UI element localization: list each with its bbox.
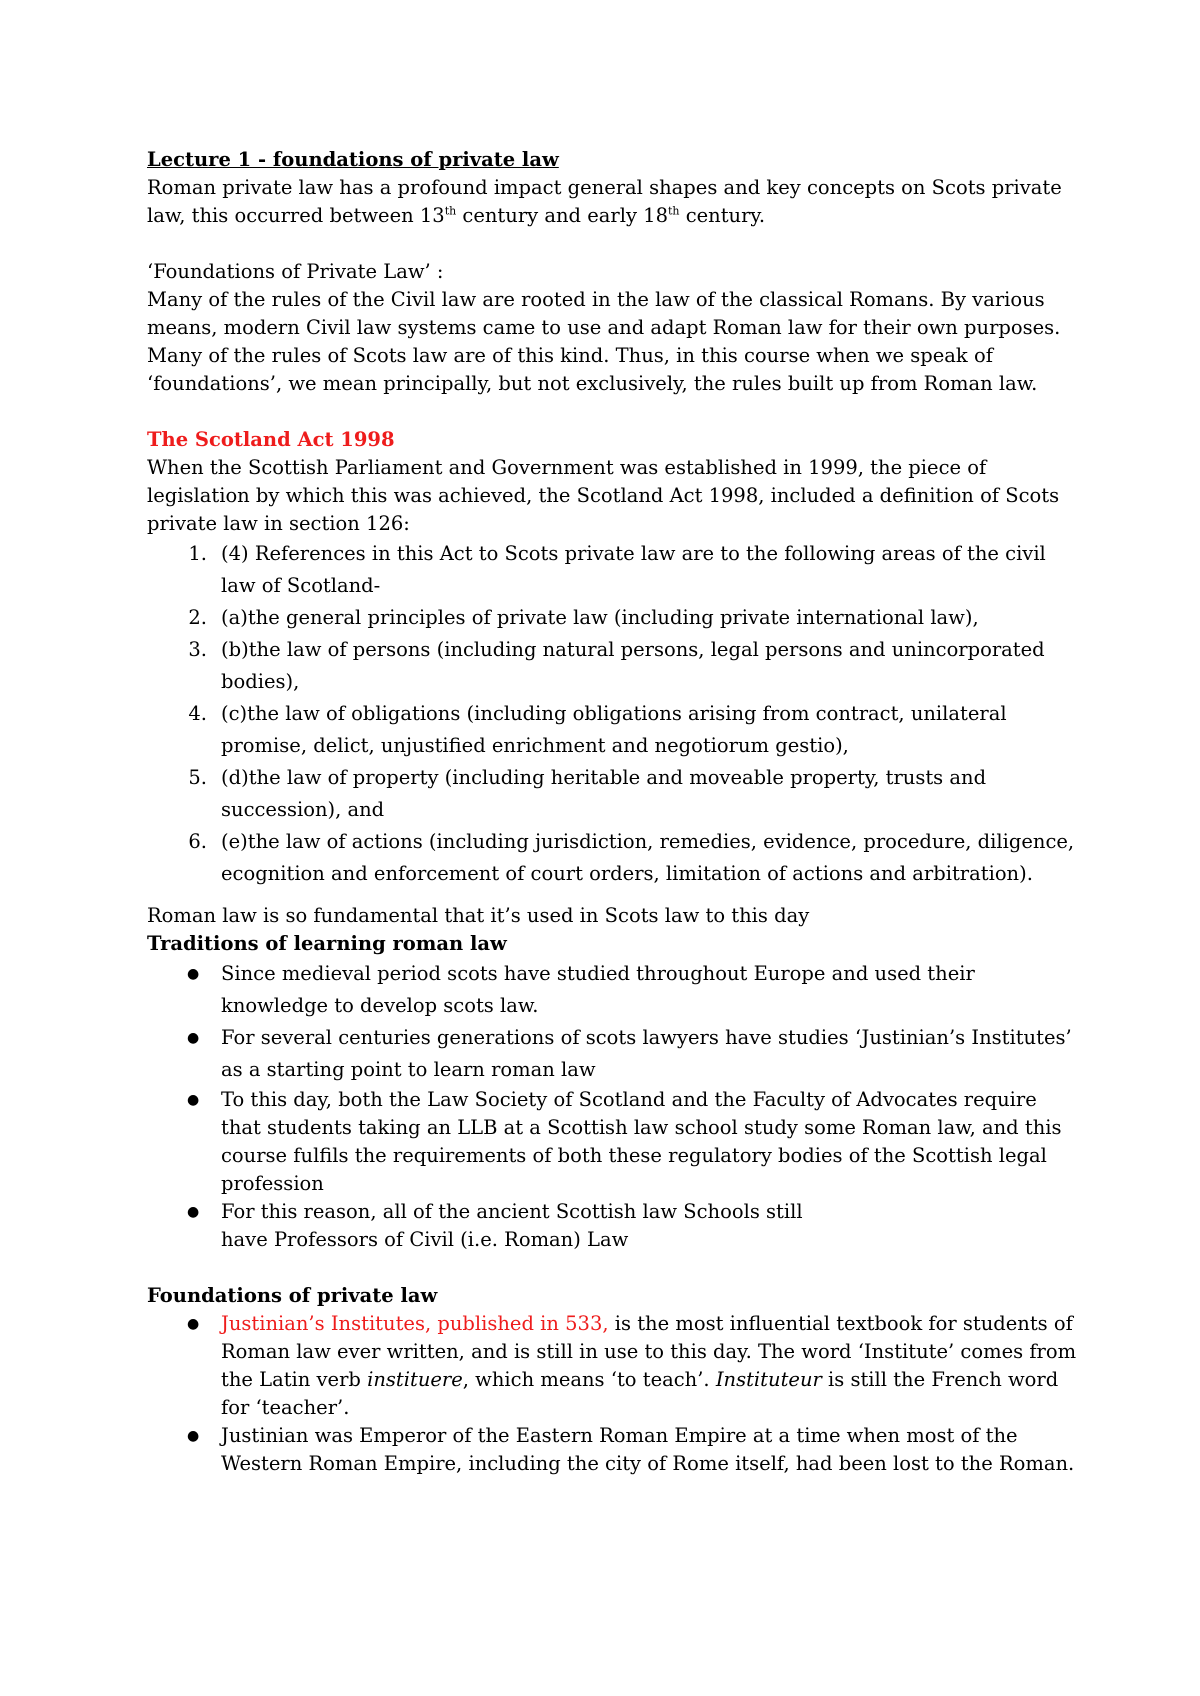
list-item-text: (d)the law of property (including heritable and moveable property, trusts and succession), and — [221, 766, 987, 821]
foundations-quote: ‘Foundations of Private Law’ : — [147, 260, 444, 283]
intro-text-c: century. — [679, 204, 766, 227]
list-item-text: For several centuries generations of scots lawyers have studies ‘Justinian’s Institutes’ as a starting point to learn roman law — [221, 1026, 1072, 1081]
french-term: Instituteur — [715, 1368, 822, 1391]
latin-term: instituere — [367, 1368, 463, 1391]
list-item — [187, 1198, 1077, 1254]
list-item — [187, 1022, 1077, 1086]
foundations-paragraph: Many of the rules of the Civil law are rooted in the law of the classical Romans. By various means, modern Civil law systems came to use and adapt Roman law for their own purposes. Many of the rules of Scots law are of this kind. Thus, in this course when we speak of ‘foundations’, we mean principally, but not exclusively, the rules built up from Roman law. — [147, 288, 1061, 395]
spacer — [147, 890, 1077, 902]
list-item-text: Since medieval period scots have studied throughout Europe and used their knowledge to develop scots law. — [221, 962, 975, 1017]
list-item — [188, 602, 1077, 634]
list-number: 4. — [188, 702, 207, 725]
list-item-text: (e)the law of actions (including jurisdiction, remedies, evidence, procedure, diligence, ecognition and enforcement of court orders, limitation of actions and arbitration). — [221, 830, 1075, 885]
intro-text-b: century and early 18 — [456, 204, 668, 227]
spacer — [147, 398, 1077, 426]
list-item — [187, 1422, 1077, 1478]
foundations-heading: Foundations of private law — [147, 1284, 438, 1307]
list-item-text: (4) References in this Act to Scots private law are to the following areas of the civil law of Scotland- — [221, 542, 1046, 597]
document-content — [147, 146, 1077, 1478]
list-item — [188, 634, 1077, 698]
list-number: 2. — [188, 606, 207, 629]
spacer — [147, 1254, 1077, 1282]
list-item-text: (b)the law of persons (including natural persons, legal persons and unincorporated bodies), — [221, 638, 1045, 693]
scotland-act-list — [147, 538, 1077, 890]
justinian-institutes-highlight: Justinian’s Institutes, published in 533, — [221, 1312, 609, 1335]
list-item-text: For this reason, all of the ancient Scottish law Schools still — [221, 1200, 803, 1223]
list-item — [188, 762, 1077, 826]
list-number: 6. — [188, 830, 207, 853]
list-number: 5. — [188, 766, 207, 789]
list-item-text: (c)the law of obligations (including obligations arising from contract, unilateral promise, delict, unjustified enrichment and negotiorum gestio), — [221, 702, 1007, 757]
list-item-text: is still the French word for ‘teacher’. — [221, 1368, 1059, 1419]
list-item — [187, 1086, 1077, 1198]
list-number: 1. — [188, 542, 207, 565]
traditions-heading: Traditions of learning roman law — [147, 932, 507, 955]
list-item-text: have Professors of Civil (i.e. Roman) Law — [221, 1228, 629, 1251]
scotland-act-paragraph: When the Scottish Parliament and Government was established in 1999, the piece of legislation by which this was achieved, the Scotland Act 1998, included a definition of Scots private law in section 126: — [147, 456, 1060, 535]
bullet-icon: ● — [187, 1030, 200, 1046]
bullet-icon: ● — [187, 1428, 200, 1444]
roman-fundamental-line: Roman law is so fundamental that it’s used in Scots law to this day — [147, 904, 810, 927]
list-item — [187, 958, 1077, 1022]
list-item — [187, 1310, 1077, 1422]
bullet-icon: ● — [187, 1092, 200, 1108]
list-item-text: (a)the general principles of private law (including private international law), — [221, 606, 979, 629]
foundations-list — [147, 1310, 1077, 1478]
intro-text-a: Roman private law has a profound impact general shapes and key concepts on Scots private law, this occurred between 13 — [147, 176, 1062, 227]
bullet-icon: ● — [187, 1316, 200, 1332]
bullet-icon: ● — [187, 1204, 200, 1220]
list-item-text: , which means ‘to teach’. — [462, 1368, 716, 1391]
intro-paragraph — [147, 174, 1077, 230]
list-number: 3. — [188, 638, 207, 661]
intro-sup-2: th — [667, 204, 680, 218]
list-item — [188, 698, 1077, 762]
list-item — [188, 538, 1077, 602]
list-item-text: Justinian was Emperor of the Eastern Roman Empire at a time when most of the Western Roman Empire, including the city of Rome itself, had been lost to the Roman. — [221, 1424, 1075, 1475]
traditions-list — [147, 958, 1077, 1254]
spacer — [147, 230, 1077, 258]
bullet-icon: ● — [187, 966, 200, 982]
list-item — [188, 826, 1077, 890]
list-item-text: To this day, both the Law Society of Scotland and the Faculty of Advocates require that students taking an LLB at a Scottish law school study some Roman law, and this course fulfils the requirements of both these regulatory bodies of the Scottish legal profession — [221, 1088, 1062, 1195]
list-item-text: is the most influential textbook for students of Roman law ever written, and is still in use to this day. The word ‘Institute’ comes from the Latin verb — [221, 1312, 1077, 1391]
intro-sup-1: th — [444, 204, 457, 218]
lecture-title: Lecture 1 - foundations of private law — [147, 148, 559, 171]
scotland-act-heading: The Scotland Act 1998 — [147, 428, 395, 451]
